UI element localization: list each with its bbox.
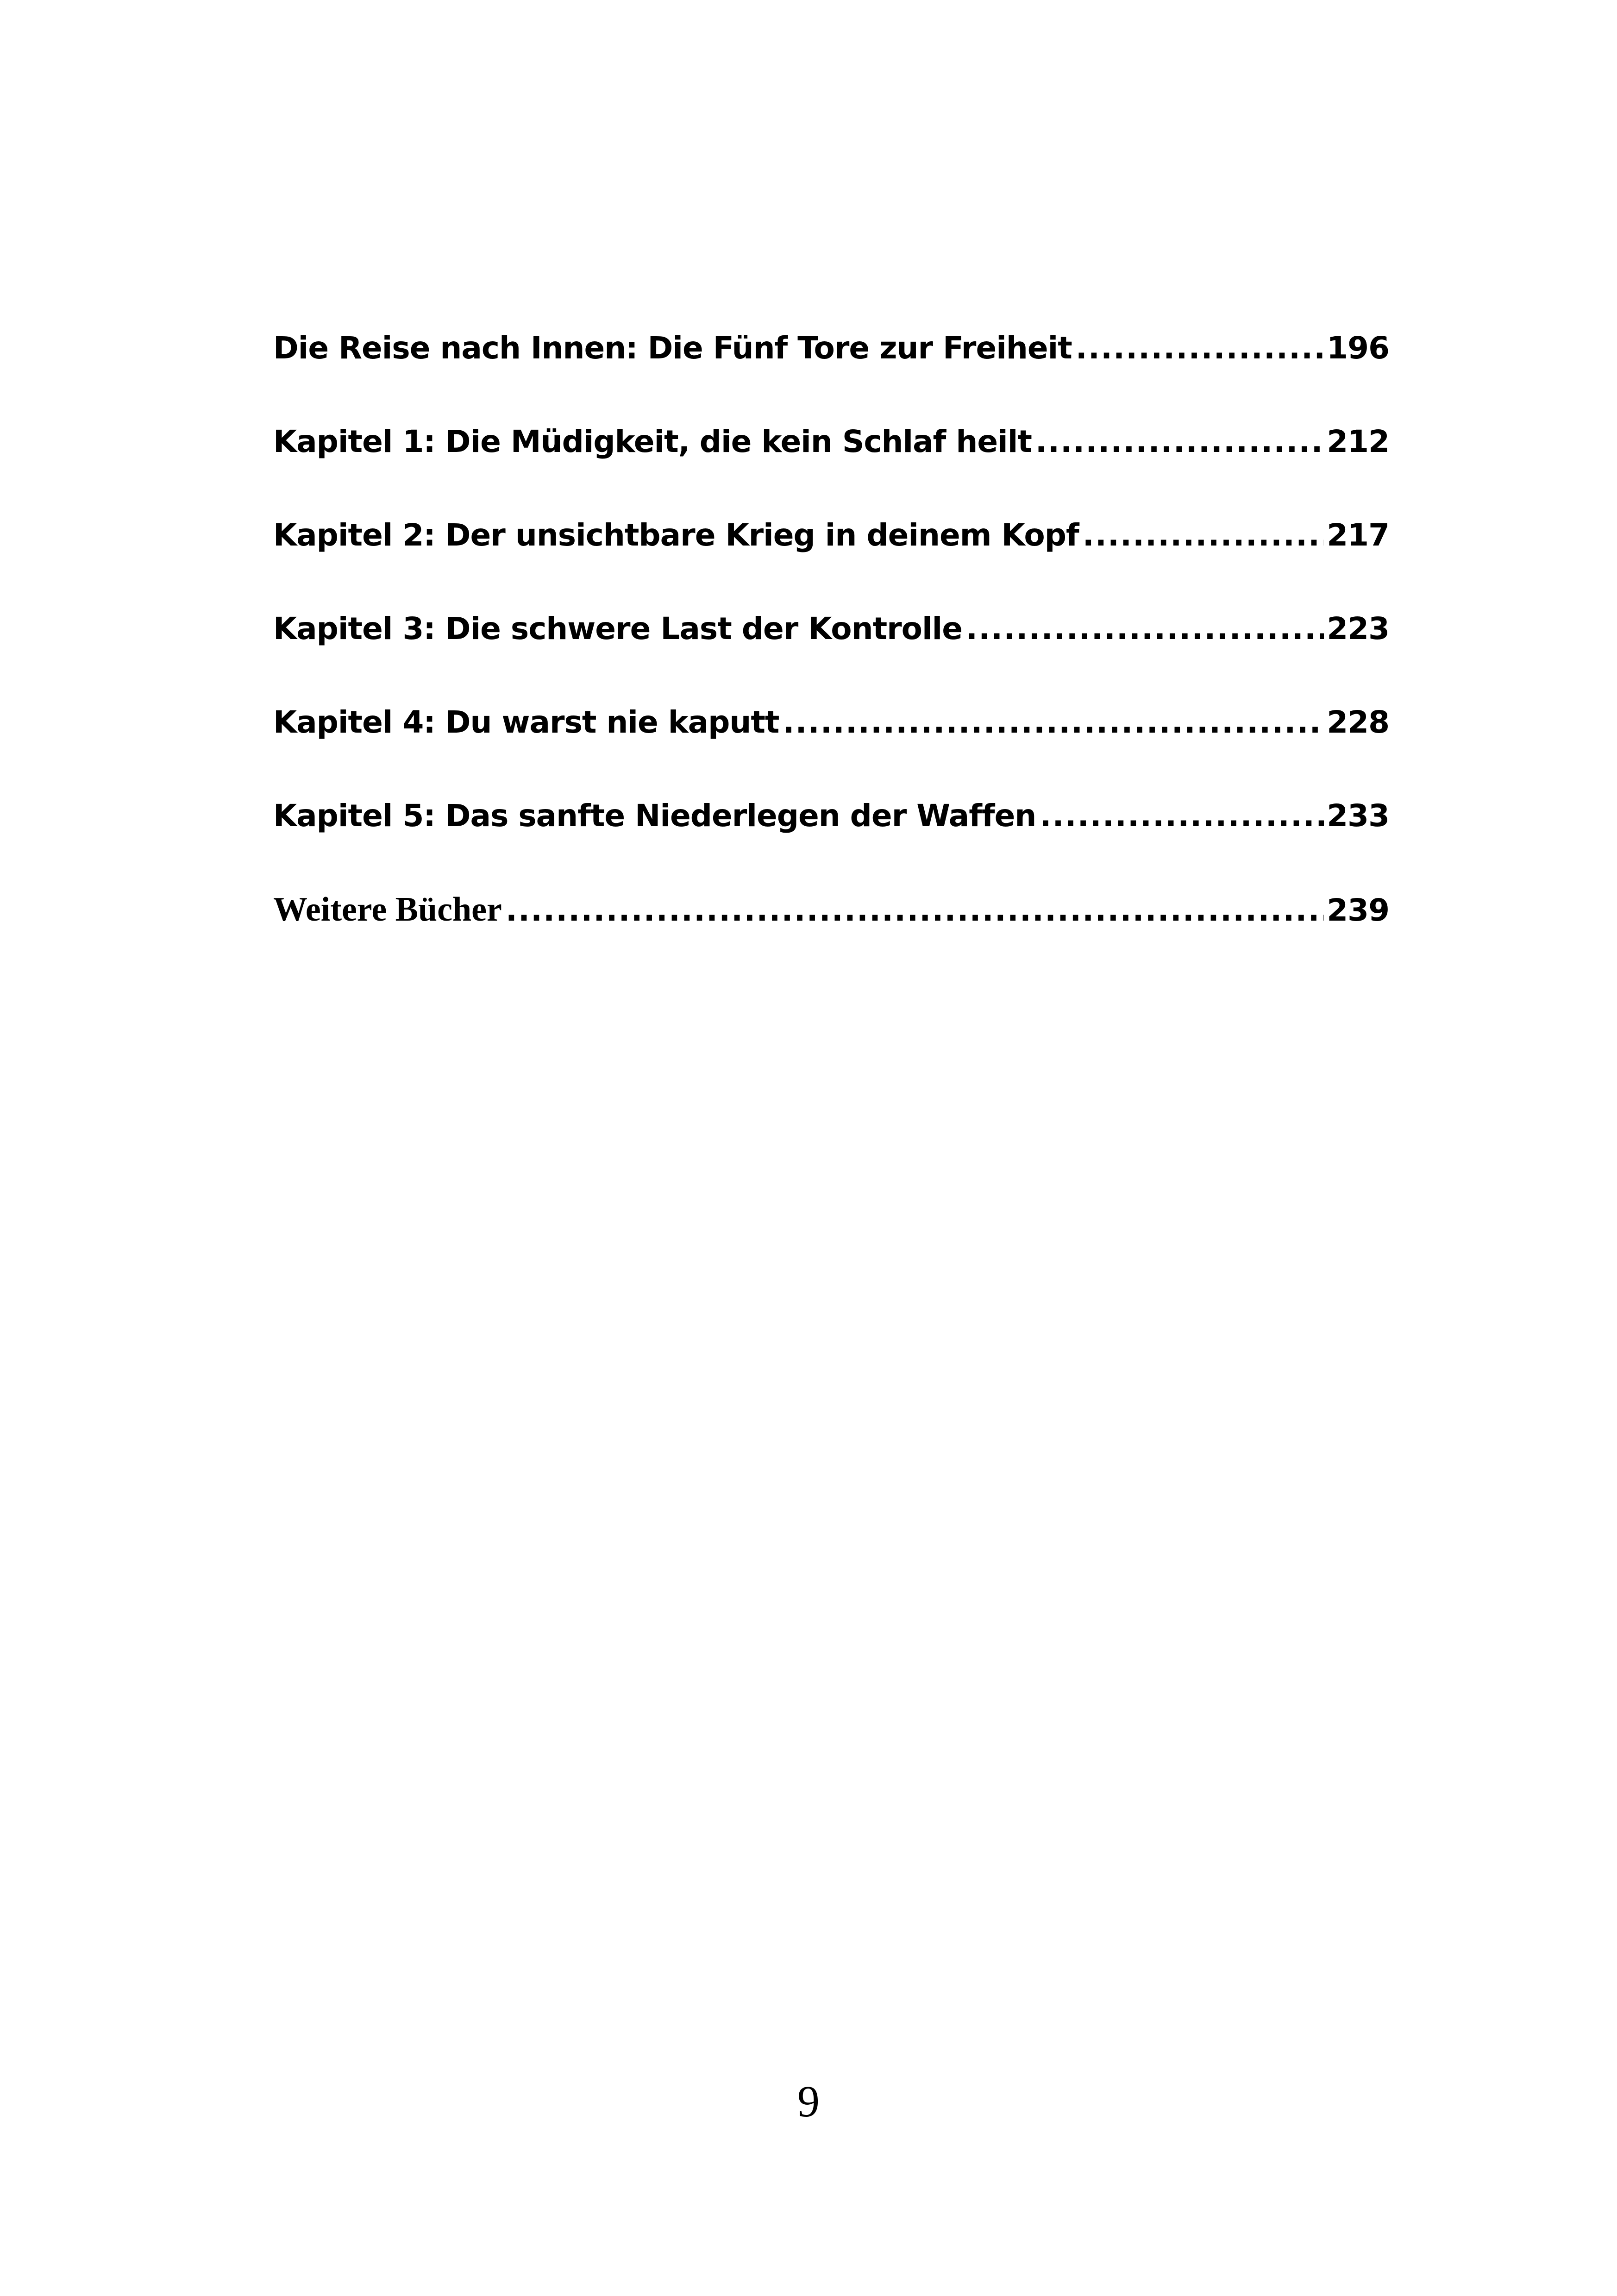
toc-dot-leader (1083, 511, 1324, 559)
toc-dot-leader (783, 698, 1324, 747)
toc-entry[interactable] (273, 511, 1389, 605)
toc-dot-leader (1040, 792, 1324, 840)
page-number: 9 (797, 2076, 820, 2126)
toc-entry-title: Kapitel 3: Die schwere Last der Kontrolle (273, 611, 963, 646)
toc-entry[interactable] (273, 605, 1389, 698)
toc-entry-title: Die Reise nach Innen: Die Fünf Tore zur Freiheit (273, 330, 1072, 366)
toc-entry-title: Kapitel 2: Der unsichtbare Krieg in deinem Kopf (273, 517, 1079, 553)
table-of-contents (273, 324, 1389, 979)
toc-entry-page-number: 196 (1327, 330, 1389, 366)
toc-dot-leader (506, 886, 1324, 935)
toc-dot-leader (966, 605, 1324, 653)
toc-entry-title: Kapitel 1: Die Müdigkeit, die kein Schlaf heilt (273, 424, 1032, 459)
toc-entry-page-number: 212 (1327, 424, 1389, 459)
toc-entry[interactable] (273, 792, 1389, 885)
toc-entry[interactable] (273, 324, 1389, 418)
toc-entry-title: Weitere Bücher (273, 891, 502, 928)
toc-entry[interactable] (273, 885, 1389, 979)
toc-entry-page-number: 233 (1327, 798, 1389, 834)
toc-entry-title: Kapitel 5: Das sanfte Niederlegen der Waffen (273, 798, 1036, 834)
toc-entry[interactable] (273, 698, 1389, 792)
toc-dot-leader (1076, 324, 1324, 372)
toc-entry-title: Kapitel 4: Du warst nie kaputt (273, 704, 779, 740)
toc-dot-leader (1035, 418, 1324, 466)
toc-entry[interactable] (273, 418, 1389, 511)
toc-entry-page-number: 223 (1327, 611, 1389, 646)
toc-entry-page-number: 228 (1327, 704, 1389, 740)
toc-entry-page-number: 217 (1327, 517, 1389, 553)
toc-entry-page-number: 239 (1327, 892, 1389, 928)
